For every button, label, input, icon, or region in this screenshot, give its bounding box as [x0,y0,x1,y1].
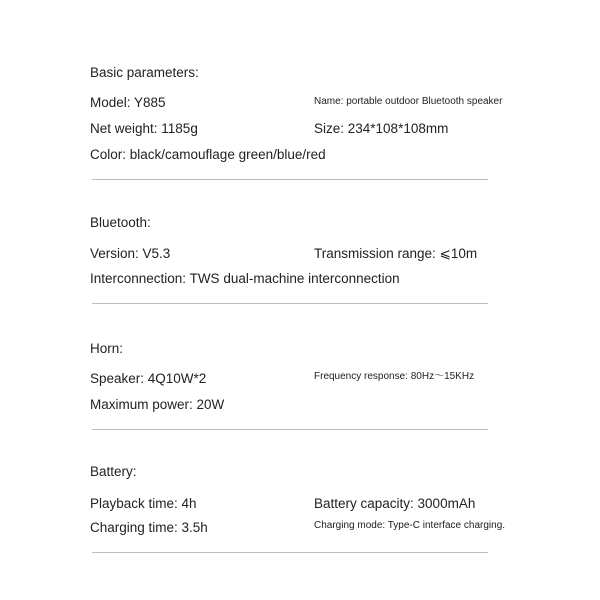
model-spec: Model: Y885 [90,95,166,110]
transmission-range-spec: Transmission range: ⩽10m [314,246,478,261]
interconnection-spec: Interconnection: TWS dual-machine interconnection [90,271,400,286]
basic-parameters-heading: Basic parameters: [90,65,199,80]
battery-capacity-spec: Battery capacity: 3000mAh [314,496,476,511]
version-spec: Version: V5.3 [90,246,171,261]
name-spec: Name: portable outdoor Bluetooth speaker [314,96,503,107]
section-divider [92,303,488,304]
battery-heading: Battery: [90,464,137,479]
playback-time-spec: Playback time: 4h [90,496,197,511]
section-divider [92,429,488,430]
size-spec: Size: 234*108*108mm [314,121,449,136]
frequency-response-spec: Frequency response: 80Hz～15KHz [314,371,475,382]
horn-heading: Horn: [90,341,124,356]
charging-mode-spec: Charging mode: Type-C interface charging. [314,520,506,531]
section-divider [92,552,488,553]
net-weight-spec: Net weight: 1185g [90,121,198,136]
section-divider [92,179,488,180]
charging-time-spec: Charging time: 3.5h [90,520,208,535]
max-power-spec: Maximum power: 20W [90,397,225,412]
color-spec: Color: black/camouflage green/blue/red [90,147,326,162]
bluetooth-heading: Bluetooth: [90,215,151,230]
speaker-spec: Speaker: 4Q10W*2 [90,371,207,386]
